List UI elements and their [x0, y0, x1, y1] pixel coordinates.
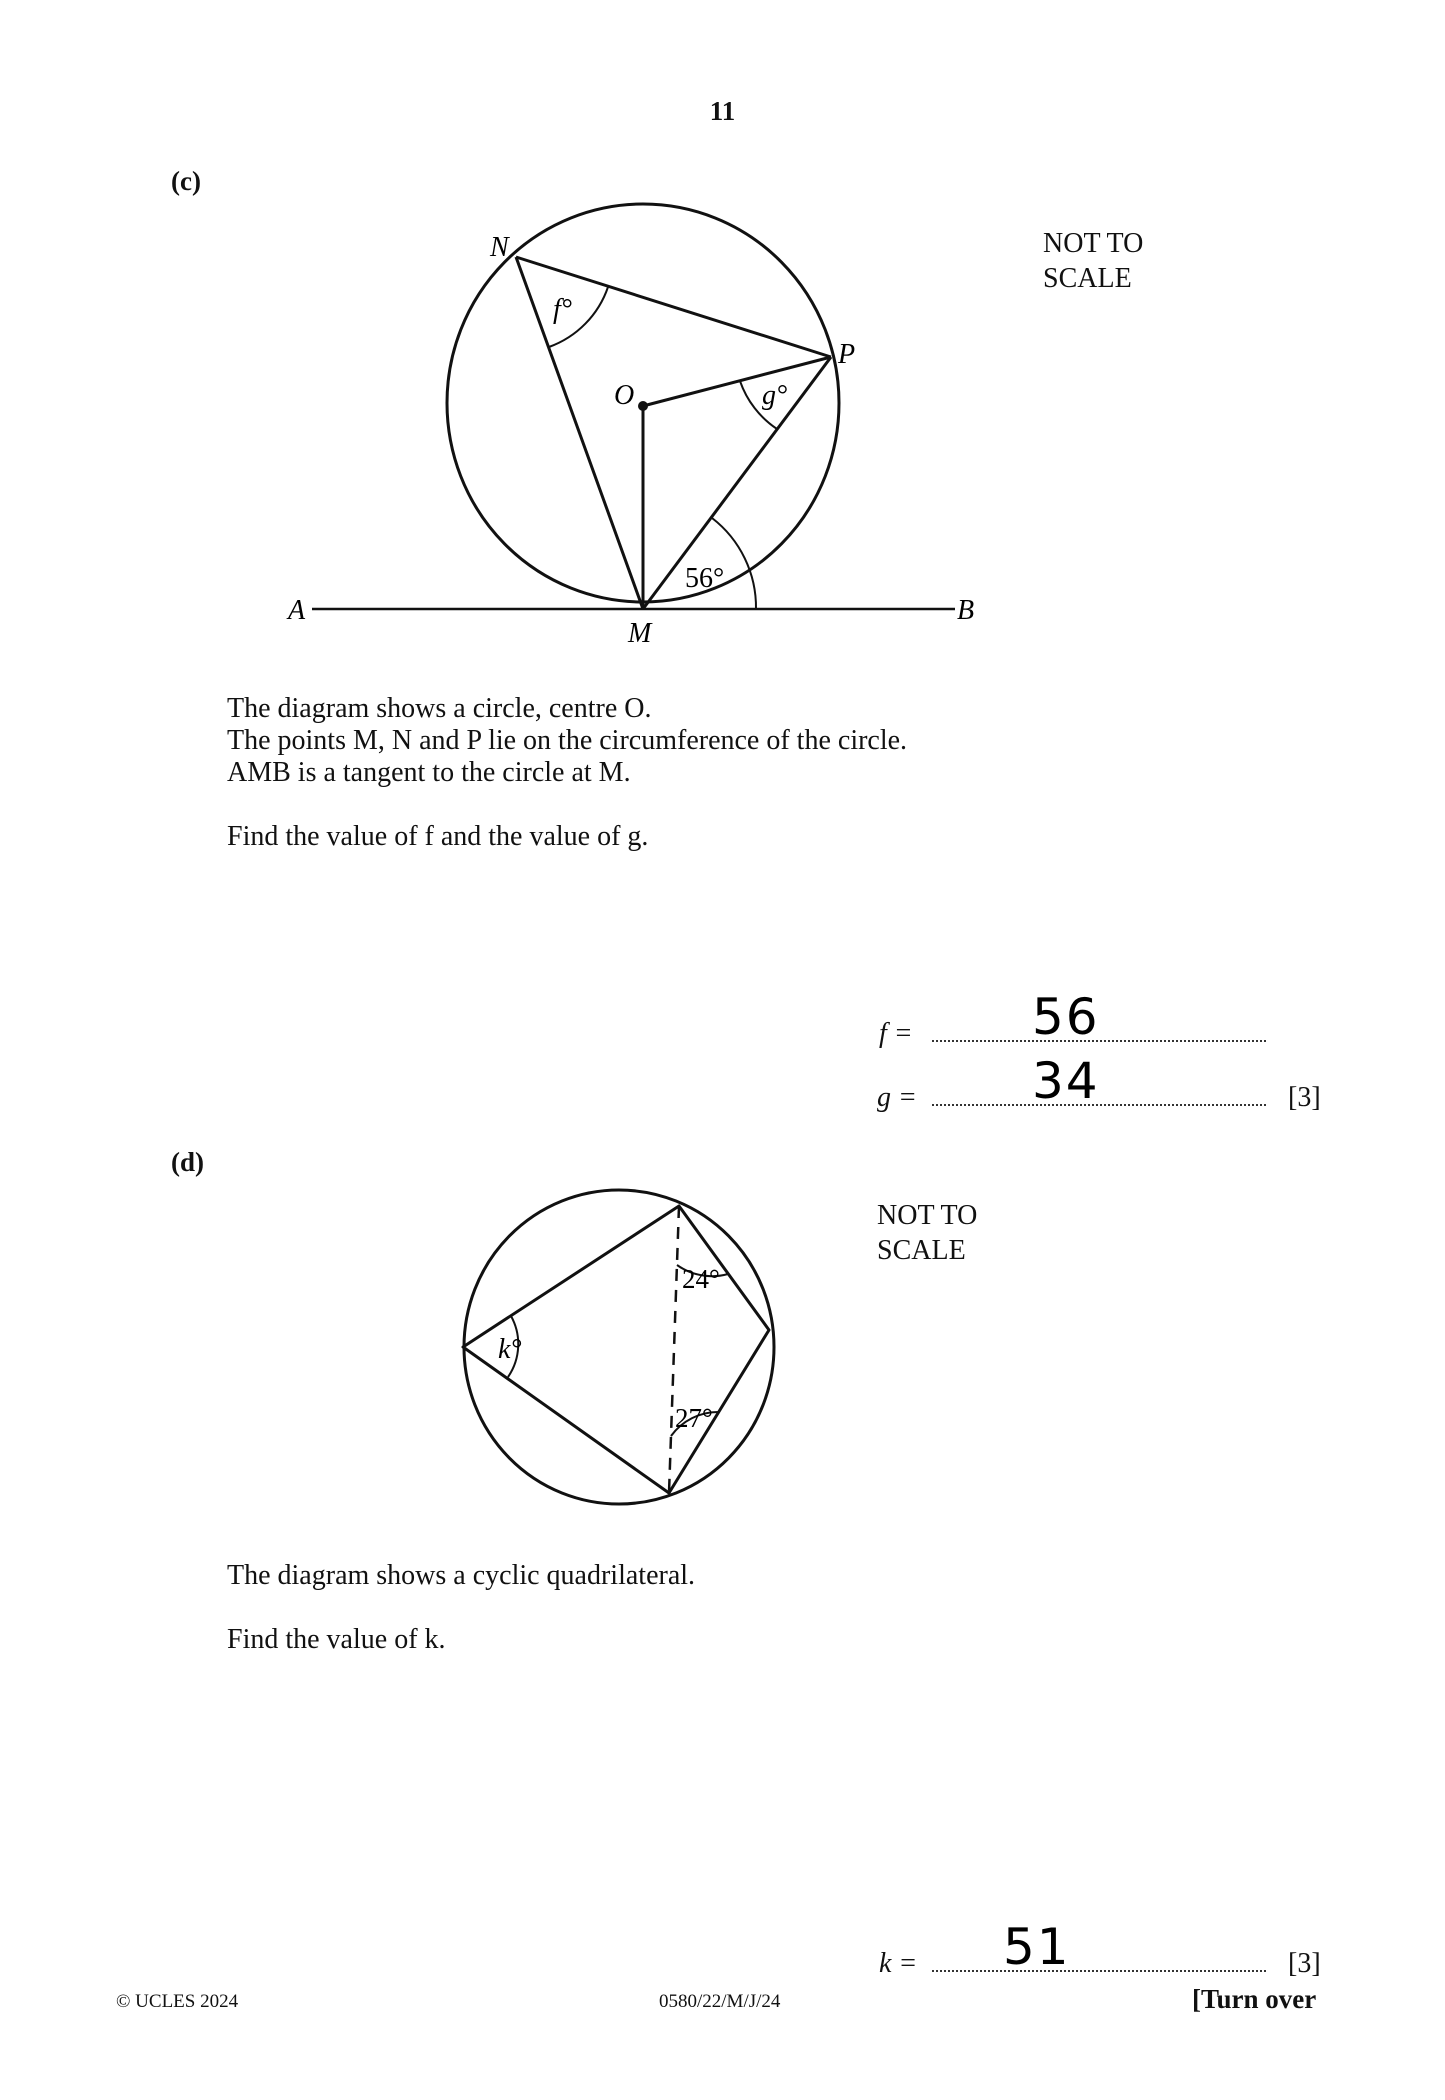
angle-label-f: f° [553, 294, 572, 325]
not-to-scale-line1: NOT TO [877, 1200, 978, 1231]
answer-k-line [932, 1970, 1266, 1972]
angle-label-k: k° [498, 1334, 522, 1365]
cyclic-quadrilateral-diagram [0, 1150, 1445, 1530]
not-to-scale-line2: SCALE [1043, 263, 1132, 294]
chord-pm [643, 357, 831, 609]
angle-label-24: 24° [682, 1264, 720, 1294]
label-o: O [614, 380, 635, 411]
not-to-scale-line2: SCALE [877, 1235, 966, 1266]
turn-over-text: [Turn over [1192, 1984, 1317, 2014]
part-c-text-line1: The diagram shows a circle, centre O. [227, 693, 652, 724]
answer-f-label: f = [879, 1018, 913, 1049]
angle-label-g: g° [762, 380, 788, 411]
part-d-question: Find the value of k. [227, 1624, 446, 1655]
answer-f-value[interactable]: 56 [1032, 988, 1100, 1046]
part-d-text-line1: The diagram shows a cyclic quadrilateral. [227, 1560, 696, 1591]
chord-mn [516, 257, 643, 609]
part-c-text-line3: AMB is a tangent to the circle at M. [227, 757, 631, 788]
part-c-question: Find the value of f and the value of g. [227, 821, 649, 852]
label-b: B [957, 595, 975, 626]
answer-g-label: g = [877, 1082, 917, 1113]
part-c-marks: [3] [1288, 1082, 1321, 1113]
answer-k-value[interactable]: 51 [1003, 1918, 1071, 1976]
angle-label-56: 56° [685, 563, 725, 594]
centre-point [638, 401, 648, 411]
angle-label-27: 27° [675, 1403, 713, 1433]
part-c-text-line2: The points M, N and P lie on the circumference of the circle. [227, 725, 908, 756]
part-d-marks: [3] [1288, 1948, 1321, 1979]
label-n: N [490, 232, 509, 263]
label-m: M [628, 618, 652, 649]
label-p: P [838, 339, 856, 370]
answer-k-label: k = [879, 1948, 918, 1979]
part-c-description [227, 693, 907, 853]
part-c-label: (c) [171, 166, 201, 196]
page-number: 11 [709, 96, 736, 126]
diagonal-dashed [669, 1206, 679, 1493]
circle-tangent-diagram [0, 0, 1445, 700]
label-a: A [288, 595, 306, 626]
radius-op [643, 357, 831, 406]
footer-copyright: © UCLES 2024 [116, 1991, 239, 2012]
part-d-label: (d) [171, 1147, 204, 1177]
not-to-scale-line1: NOT TO [1043, 228, 1144, 259]
footer-paper-code: 0580/22/M/J/24 [659, 1991, 781, 2012]
part-d-description [227, 1560, 695, 1656]
answer-g-value[interactable]: 34 [1032, 1052, 1100, 1110]
